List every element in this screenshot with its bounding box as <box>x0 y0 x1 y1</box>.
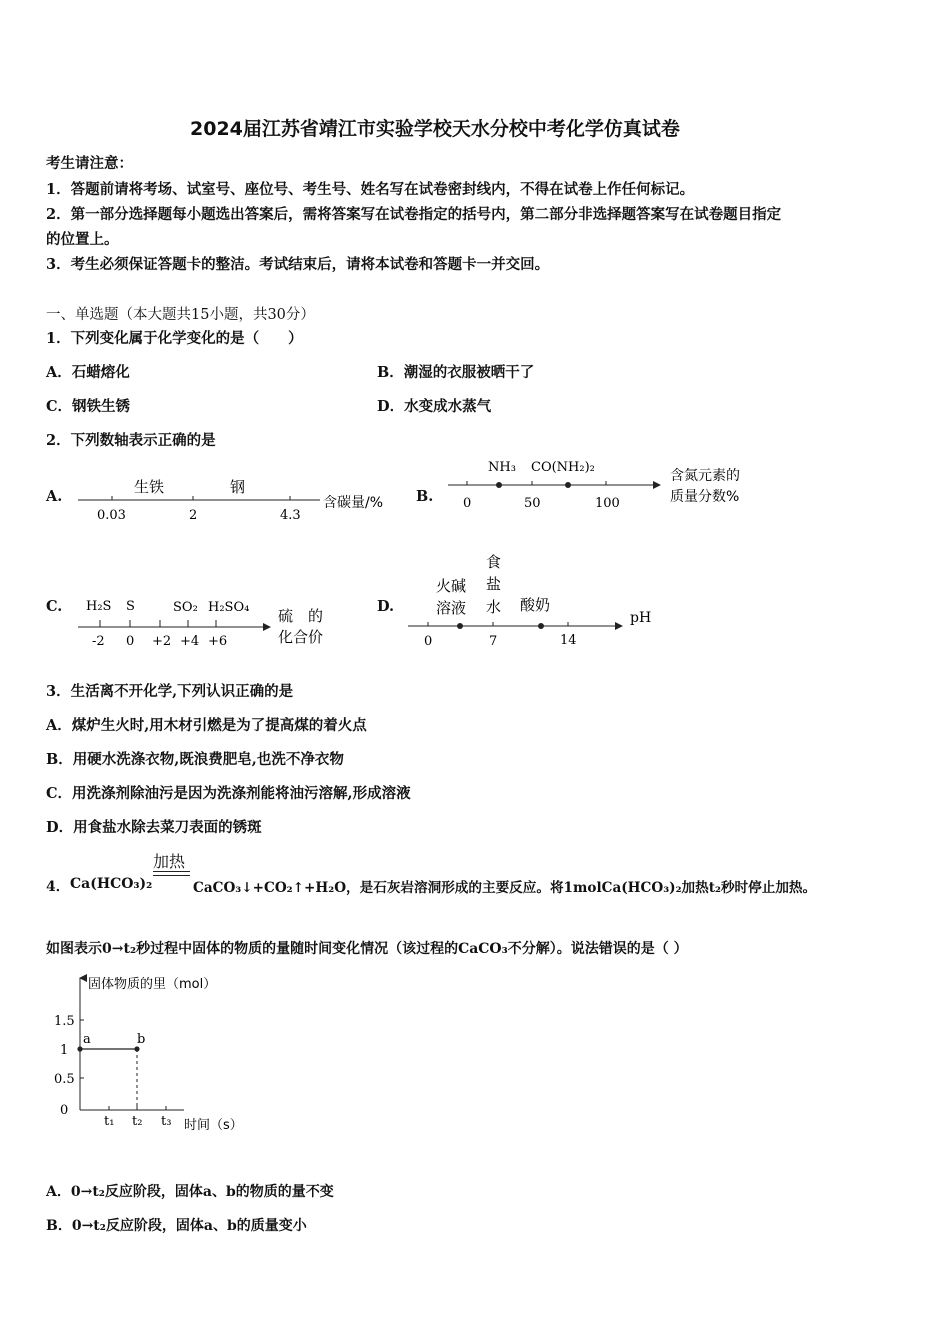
q4-option-a: A．0→t₂反应阶段，固体a、b的物质的量不变 <box>46 1184 334 1200</box>
q3-option-b: B．用硬水洗涤衣物,既浪费肥皂,也洗不净衣物 <box>46 751 344 768</box>
q2c-species: H₂S <box>86 599 112 614</box>
question-1-stem: 1．下列变化属于化学变化的是（ ） <box>46 330 303 347</box>
q2b-tick: 100 <box>595 496 620 511</box>
q3-option-d: D．用食盐水除去菜刀表面的锈斑 <box>46 819 262 836</box>
q2d-tick: 7 <box>489 634 498 649</box>
notice-item: 3．考生必须保证答题卡的整洁。考试结束后，请将本试卷和答题卡一并交回。 <box>46 256 550 273</box>
q2-option-c-axis <box>70 590 350 652</box>
q4-equation-rest: CaCO₃↓+CO₂↑+H₂O，是石灰岩溶洞形成的主要反应。将1molCa(HCO₃)₂加热t₂秒时停止加热。 <box>193 880 817 896</box>
q2a-tick: 0.03 <box>97 508 126 523</box>
q2c-tick: +2 <box>152 634 172 649</box>
q2d-label-lye: 火碱 <box>436 577 467 595</box>
q2b-label-urea: CO(NH₂)₂ <box>531 460 595 475</box>
notice-item: 2．第一部分选择题每小题选出答案后，需将答案写在试卷指定的括号内，第二部分非选择题答案写在试卷题目指定 <box>46 206 782 223</box>
q2a-label-pig-iron: 生铁 <box>134 478 165 496</box>
q1-option-a: A．石蜡熔化 <box>46 364 130 381</box>
q1-option-b: B．潮湿的衣服被晒干了 <box>377 364 535 381</box>
q2c-tick: +6 <box>208 634 228 649</box>
question-3-stem: 3．生活离不开化学,下列认识正确的是 <box>46 683 294 700</box>
q2a-tick: 4.3 <box>280 508 301 523</box>
graph-point-b <box>134 1046 139 1051</box>
q2c-tick: -2 <box>92 634 105 649</box>
q2d-label-lye-2: 溶液 <box>436 599 467 617</box>
graph-x-tick: t₂ <box>132 1114 143 1129</box>
q2b-axis-label-2: 质量分数% <box>670 489 740 505</box>
q2d-label-brine-2: 盐 <box>486 575 502 593</box>
q2b-label-nh3: NH₃ <box>488 460 516 475</box>
graph-point-a <box>77 1046 82 1051</box>
q2-option-a-letter: A. <box>46 488 63 505</box>
q2d-tick: 0 <box>424 634 433 649</box>
q2c-species: SO₂ <box>173 600 198 615</box>
q2-option-b-letter: B. <box>416 488 434 505</box>
graph-y-tick: 0 <box>60 1103 69 1118</box>
q2-option-b-axis <box>440 456 770 520</box>
notice-heading: 考生请注意： <box>46 155 133 172</box>
q2d-label-yogurt: 酸奶 <box>520 596 551 614</box>
graph-y-tick: 1 <box>60 1043 69 1058</box>
notice-item: 1．答题前请将考场、试室号、座位号、考生号、姓名写在试卷密封线内，不得在试卷上作任何标记。 <box>46 181 695 198</box>
q4-equal-sign <box>153 871 190 876</box>
section-heading: 一、单选题（本大题共15小题，共30分） <box>46 307 315 323</box>
q2a-tick: 2 <box>189 508 198 523</box>
q2d-axis-label: pH <box>630 610 652 626</box>
q2c-species: H₂SO₄ <box>208 600 250 615</box>
q2-option-c-letter: C. <box>46 598 63 615</box>
q4-number: 4． <box>46 879 70 895</box>
q4-condition: 加热 <box>153 852 186 871</box>
q2c-axis-label-1: 硫 的 <box>278 607 324 625</box>
q2b-axis-label-1: 含氮元素的 <box>670 468 740 484</box>
q2c-tick: +4 <box>180 634 200 649</box>
graph-y-tick: 0.5 <box>54 1072 75 1087</box>
graph-point-b-label: b <box>137 1032 146 1047</box>
graph-y-tick: 1.5 <box>54 1014 75 1029</box>
q1-option-d: D．水变成水蒸气 <box>377 398 492 415</box>
page-title: 2024届江苏省靖江市实验学校天水分校中考化学仿真试卷 <box>190 118 680 140</box>
q4-graph <box>46 968 266 1138</box>
notice-item: 的位置上。 <box>46 231 119 248</box>
q2d-label-brine-3: 水 <box>486 598 502 616</box>
graph-x-tick: t₃ <box>161 1114 172 1129</box>
q2-option-d-axis <box>400 550 670 650</box>
q2b-tick: 0 <box>463 496 472 511</box>
q2c-species: S <box>126 599 135 614</box>
q3-option-a: A．煤炉生火时,用木材引燃是为了提高煤的着火点 <box>46 717 367 734</box>
q2-option-d-letter: D. <box>377 598 395 615</box>
q1-option-c: C．钢铁生锈 <box>46 398 131 415</box>
graph-x-tick: t₁ <box>104 1114 115 1129</box>
q2b-tick: 50 <box>524 496 541 511</box>
question-2-stem: 2．下列数轴表示正确的是 <box>46 432 216 449</box>
q4-description: 如图表示0→t₂秒过程中固体的物质的量随时间变化情况（该过程的CaCO₃不分解）。说法错误的是（ ） <box>46 941 688 957</box>
q2d-tick: 14 <box>560 633 577 648</box>
graph-x-label: 时间（s） <box>184 1118 243 1133</box>
q2-option-a-axis <box>70 470 410 526</box>
q4-reactant: Ca(HCO₃)₂ <box>70 876 153 892</box>
graph-point-a-label: a <box>83 1032 91 1047</box>
q3-option-c: C．用洗涤剂除油污是因为洗涤剂能将油污溶解,形成溶液 <box>46 785 411 802</box>
graph-y-label: 固体物质的里（mol） <box>88 977 217 992</box>
q2d-label-brine: 食 <box>486 553 502 571</box>
q2a-label-steel: 钢 <box>230 478 246 496</box>
q2c-axis-label-2: 化合价 <box>278 628 324 646</box>
q4-option-b: B．0→t₂反应阶段，固体a、b的质量变小 <box>46 1218 307 1234</box>
q2a-axis-label: 含碳量/% <box>323 495 384 511</box>
q2c-tick: 0 <box>126 634 135 649</box>
